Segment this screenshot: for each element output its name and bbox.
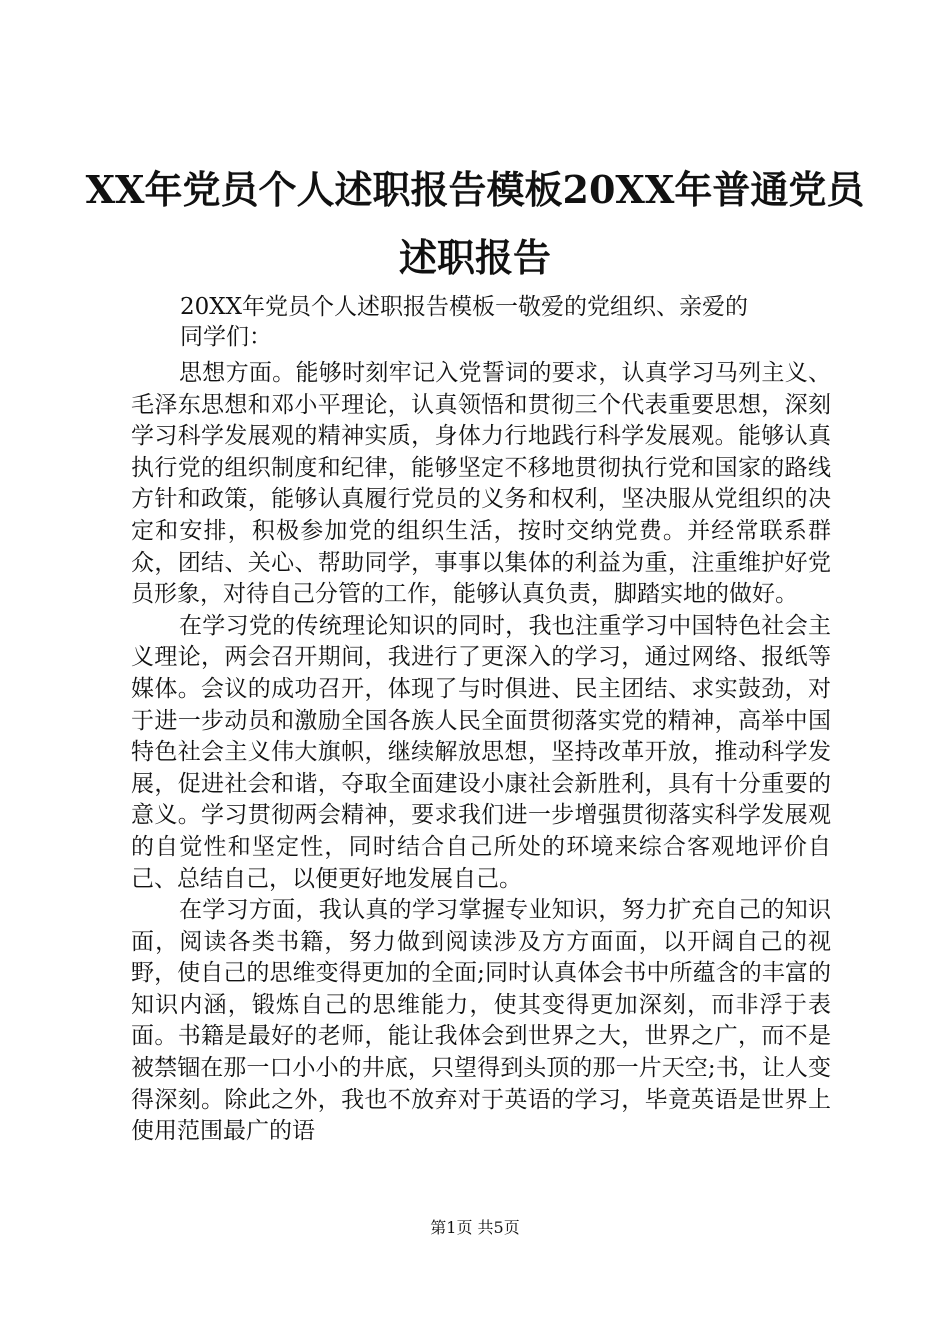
title-line-2: 述职报告	[398, 235, 551, 280]
intro-line-2: 同学们：	[180, 324, 272, 350]
page-footer: 第1页 共5页	[430, 1218, 520, 1237]
document-body	[131, 358, 831, 1148]
intro-line-1: 20XX年党员个人述职报告模板一敬爱的党组织、亲爱的	[180, 294, 749, 320]
paragraph-theory-study: 在学习党的传统理论知识的同时，我也注重学习中国特色社会主义理论，两会召开期间，我进行了更深入的学习，通过网络、报纸等媒体。会议的成功召开，体现了与时俱进、民主团结、求实鼓劲，对于进一步动员和激励全国各族人民全面贯彻落实党的精神，高举中国特色社会主义伟大旗帜，继续解放思想，坚持改革开放，推动科学发展，促进社会和谐，夺取全面建设小康社会新胜利，具有十分重要的意义。学习贯彻两会精神，要求我们进一步增强贯彻落实科学发展观的自觉性和坚定性，同时结合自己所处的环境来综合客观地评价自己、总结自己，以便更好地发展自己。	[131, 612, 831, 892]
paragraph-learning: 在学习方面，我认真的学习掌握专业知识，努力扩充自己的知识面，阅读各类书籍，努力做到阅读涉及方方面面，以开阔自己的视野，使自己的思维变得更加的全面;同时认真体会书中所蕴含的丰富的知识内涵，锻炼自己的思维能力，使其变得更加深刻，而非浮于表面。书籍是最好的老师，能让我体会到世界之大，世界之广，而不是被禁锢在那一口小小的井底，只望得到头顶的那一片天空;书，让人变得深刻。除此之外，我也不放弃对于英语的学习，毕竟英语是世界上使用范围最广的语	[131, 897, 831, 1145]
title-line-1: XX年党员个人述职报告模板20XX年普通党员	[85, 167, 865, 212]
document-title	[0, 156, 950, 292]
intro-salutation	[180, 292, 820, 352]
paragraph-thought: 思想方面。能够时刻牢记入党誓词的要求，认真学习马列主义、毛泽东思想和邓小平理论，认真领悟和贯彻三个代表重要思想，深刻学习科学发展观的精神实质，身体力行地践行科学发展观。能够认真执行党的组织制度和纪律，能够坚定不移地贯彻执行党和国家的路线方针和政策，能够认真履行党员的义务和权利，坚决服从党组织的决定和安排，积极参加党的组织生活，按时交纳党费。并经常联系群众，团结、关心、帮助同学，事事以集体的利益为重，注重维护好党员形象，对待自己分管的工作，能够认真负责，脚踏实地的做好。	[131, 360, 831, 608]
